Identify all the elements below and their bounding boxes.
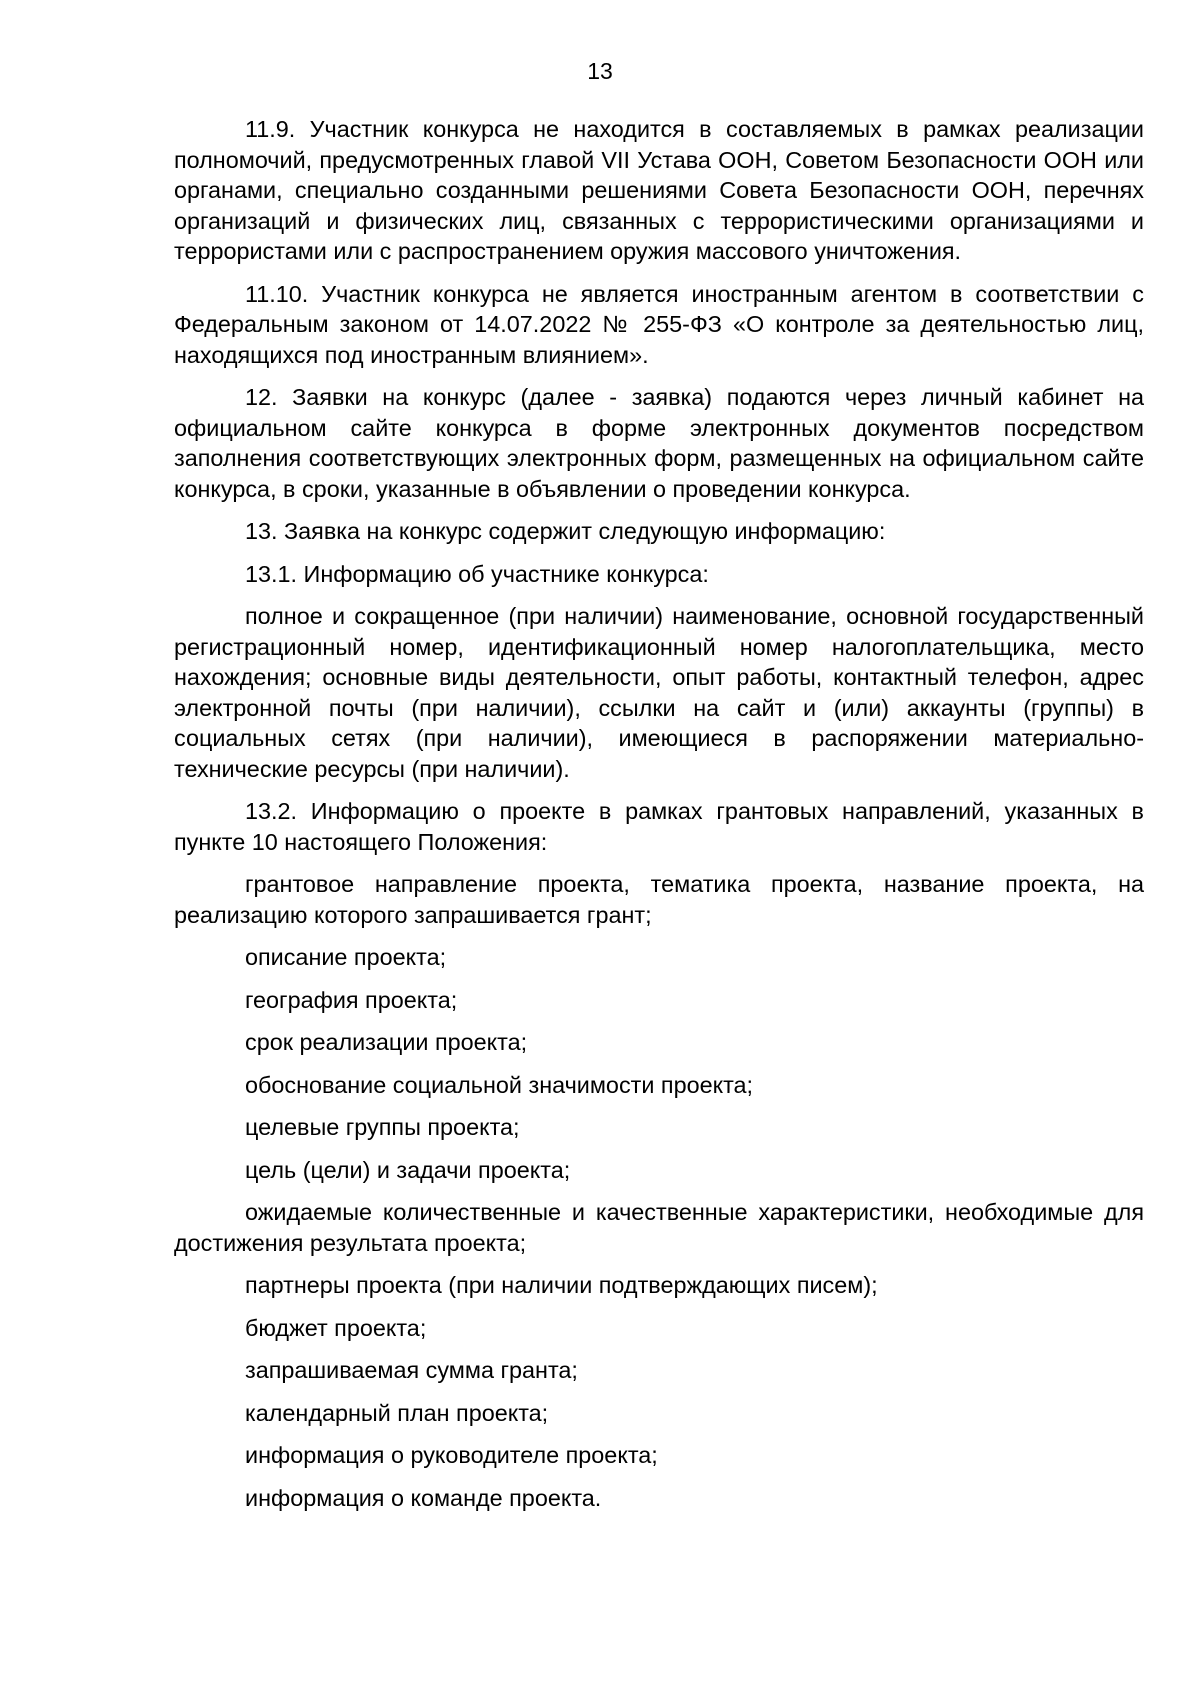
paragraph-13: 13. Заявка на конкурс содержит следующую информацию: bbox=[245, 518, 886, 544]
paragraph-13-1: 13.1. Информацию об участнике конкурса: bbox=[245, 560, 709, 587]
project-budget-item: бюджет проекта; bbox=[245, 1314, 427, 1341]
participant-info-list: полное и сокращенное (при наличии) наименование, основной государственный регистрационный номер, идентификационный номер налогоплательщика, место нахождения; основные виды деятельности, опыт работы, контактный телефон, адрес электронной почты (при наличии), ссылки на сайт и (или) аккаунты (группы) в социальных сетях (при наличии), имеющиеся в распоряжении материально-технические ресурсы (при наличии). bbox=[174, 603, 1144, 782]
expected-characteristics-item: ожидаемые количественные и качественные характеристики, необходимые для достижения результата проекта; bbox=[174, 1199, 1144, 1256]
paragraph-11-10: 11.10. Участник конкурса не является иностранным агентом в соответствии с Федеральным законом от 14.07.2022 № 255-ФЗ «О контроле за деятельностью лиц, находящихся под иностранным влиянием». bbox=[174, 280, 1144, 368]
document-body bbox=[174, 114, 1144, 1525]
paragraph-13-2: 13.2. Информацию о проекте в рамках грантовых направлений, указанных в пункте 10 настоящего Положения: bbox=[174, 798, 1144, 855]
project-team-item: информация о команде проекта. bbox=[245, 1484, 602, 1511]
project-partners-item: партнеры проекта (при наличии подтверждающих писем); bbox=[245, 1272, 878, 1298]
project-description-item: описание проекта; bbox=[245, 944, 447, 970]
social-significance-item: обоснование социальной значимости проекта; bbox=[245, 1071, 754, 1098]
project-geography-item: география проекта; bbox=[245, 986, 458, 1013]
page-number: 13 bbox=[587, 58, 613, 84]
goals-tasks-item: цель (цели) и задачи проекта; bbox=[245, 1156, 571, 1183]
grant-amount-item: запрашиваемая сумма гранта; bbox=[245, 1357, 578, 1383]
target-groups-item: целевые группы проекта; bbox=[245, 1114, 520, 1140]
project-term-item: срок реализации проекта; bbox=[245, 1029, 528, 1055]
project-direction-item: грантовое направление проекта, тематика проекта, название проекта, на реализацию которого запрашивается грант; bbox=[174, 871, 1144, 928]
project-leader-item: информация о руководителе проекта; bbox=[245, 1442, 658, 1468]
calendar-plan-item: календарный план проекта; bbox=[245, 1399, 549, 1426]
paragraph-11-9: 11.9. Участник конкурса не находится в составляемых в рамках реализации полномочий, предусмотренных главой VII Устава ООН, Советом Безопасности ООН или органами, специально созданными решениями Совета Безопасности ООН, перечнях организаций и физических лиц, связанных с террористическими организациями и террористами или с распространением оружия массового уничтожения. bbox=[174, 116, 1144, 264]
paragraph-12: 12. Заявки на конкурс (далее - заявка) подаются через личный кабинет на официальном сайте конкурса в форме электронных документов посредством заполнения соответствующих электронных форм, размещенных на официальном сайте конкурса, в сроки, указанные в объявлении о проведении конкурса. bbox=[174, 384, 1144, 502]
